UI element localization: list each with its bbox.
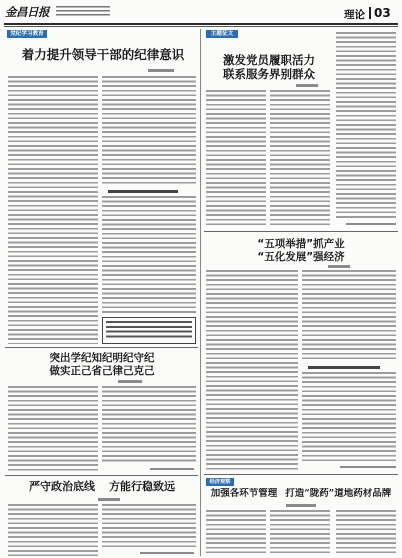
callout-box xyxy=(102,317,196,344)
section-separator xyxy=(369,7,371,19)
article-headline xyxy=(206,53,332,81)
byline xyxy=(148,69,174,72)
article-body-text xyxy=(206,270,298,470)
article-body-text xyxy=(8,386,98,472)
article-body-text xyxy=(8,504,98,556)
byline xyxy=(286,504,316,507)
article-body-text xyxy=(302,372,396,462)
issue-info xyxy=(56,6,110,18)
header-rule-thin xyxy=(4,26,398,27)
article-body-text xyxy=(102,196,196,314)
article-tag: 经济观察 xyxy=(206,478,234,486)
author-note xyxy=(140,552,194,554)
headline-line: “五项举措”抓产业 xyxy=(257,238,345,250)
article-divider xyxy=(5,475,198,476)
article-headline xyxy=(8,480,196,494)
column-divider xyxy=(200,29,201,556)
masthead: 金昌日报 xyxy=(5,5,49,19)
article-body-text xyxy=(102,504,196,548)
author-note xyxy=(150,468,194,470)
header-rule xyxy=(4,23,398,25)
article-body-text xyxy=(336,510,396,556)
article-divider xyxy=(204,474,398,475)
article-headline xyxy=(10,47,196,62)
article-divider xyxy=(204,231,398,232)
headline-line: 着力提升领导干部的纪律意识 xyxy=(21,47,185,62)
page-number: 03 xyxy=(374,6,391,20)
byline xyxy=(98,498,120,501)
headline-line: 联系服务界别群众 xyxy=(223,67,315,81)
headline-line: 加强各环节管理 xyxy=(210,488,278,499)
headline-line: 方能行稳致远 xyxy=(109,480,175,493)
article-body-text xyxy=(102,76,196,186)
article-body-text xyxy=(102,386,196,464)
headline-line: 打造“陇药”道地药材品牌 xyxy=(285,488,392,499)
article-body-text xyxy=(302,270,396,362)
article-subhead xyxy=(108,190,178,193)
article-subhead xyxy=(308,366,380,369)
callout-text xyxy=(106,321,192,340)
author-note xyxy=(346,223,396,225)
section-name: 理论 xyxy=(344,9,365,21)
article-body-text xyxy=(270,90,330,228)
article-body-text xyxy=(336,32,396,218)
article-headline xyxy=(206,488,396,500)
article-divider xyxy=(5,347,198,348)
byline xyxy=(296,84,318,87)
article-body-text xyxy=(206,510,266,556)
headline-line: 激发党员履职活力 xyxy=(223,53,315,67)
article-body-text xyxy=(206,90,266,228)
article-body-text xyxy=(8,76,98,344)
article-headline xyxy=(8,352,196,378)
article-body-text xyxy=(270,510,330,556)
article-tag: 党纪学习教育 xyxy=(7,30,47,38)
byline xyxy=(118,380,142,383)
headline-line: “五化发展”强经济 xyxy=(257,251,345,263)
byline xyxy=(328,265,350,268)
headline-line: 突出学纪知纪明纪守纪 xyxy=(49,352,155,364)
article-headline xyxy=(206,238,396,264)
headline-line: 严守政治底线 xyxy=(29,480,95,493)
author-note xyxy=(340,466,396,468)
headline-line: 做实正己省己律己克己 xyxy=(49,365,155,377)
article-tag: 主题征文 xyxy=(206,30,238,38)
